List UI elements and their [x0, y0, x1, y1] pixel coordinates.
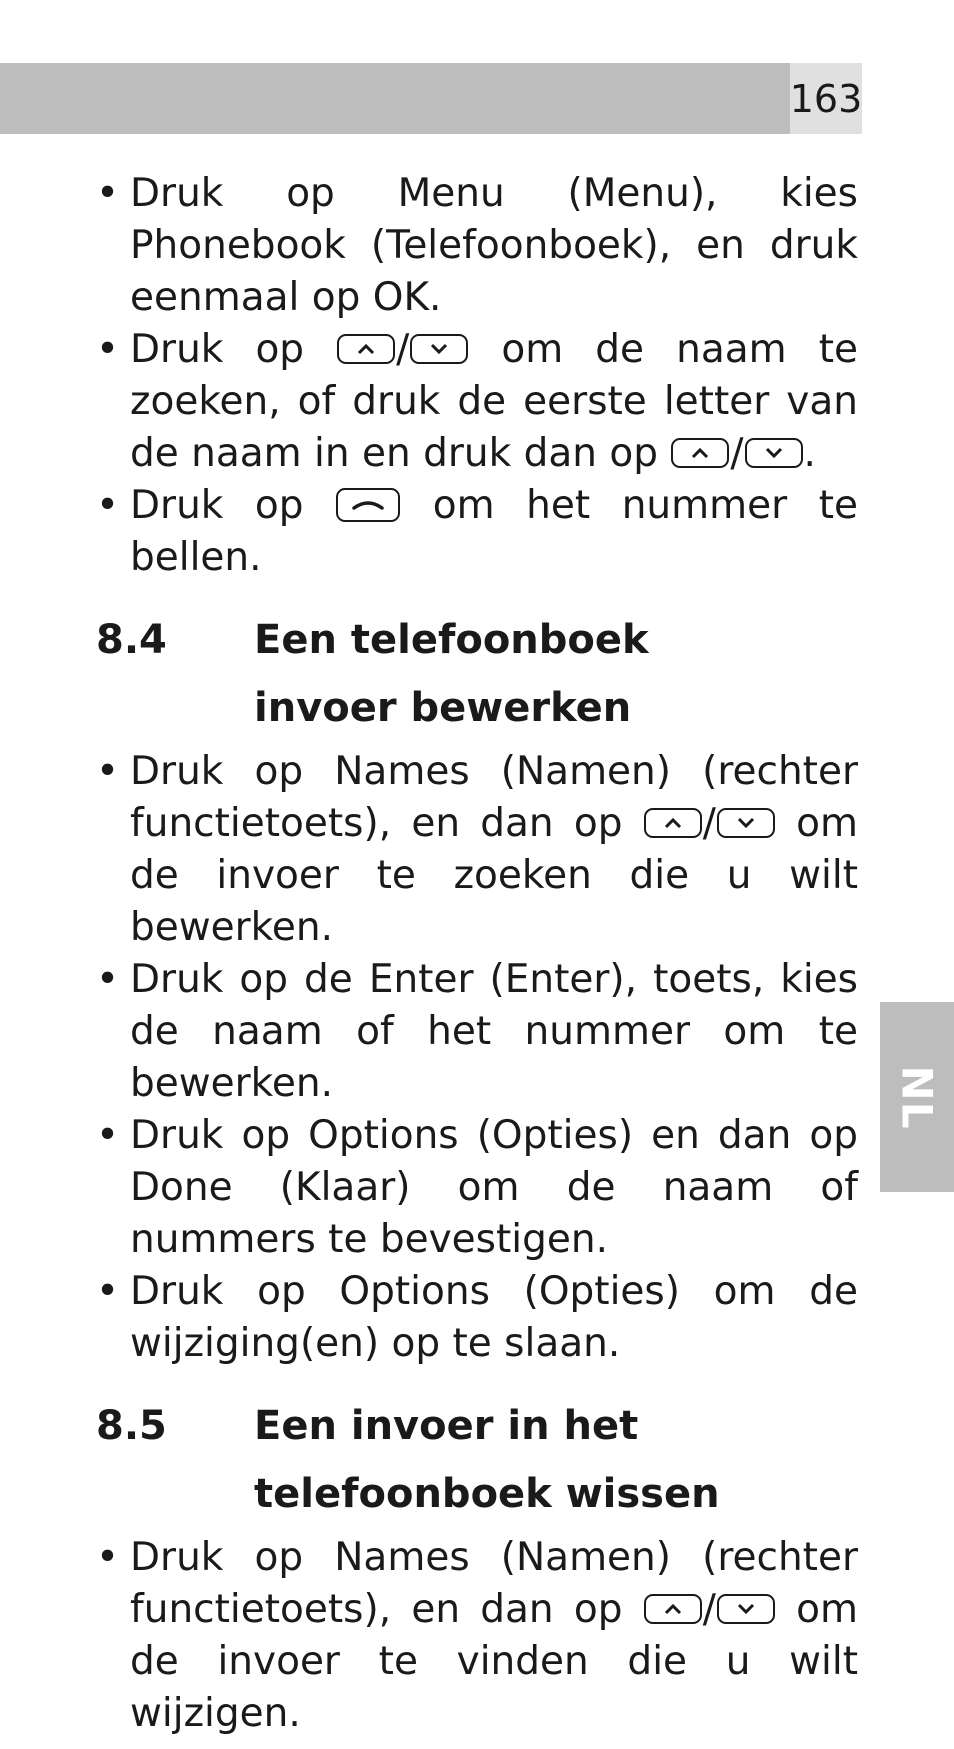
list-item: • Druk op Menu (Menu), kies Phonebook (Telefoonboek), en druk eenmaal op OK.: [96, 168, 858, 324]
page-number-text: 163: [789, 76, 863, 121]
section-title-line: Een invoer in het: [254, 1403, 639, 1449]
slash-separator: /: [730, 431, 744, 476]
section-number: 8.4: [96, 617, 167, 663]
section-heading-8-5: [96, 1392, 858, 1528]
slash-separator: /: [702, 1587, 716, 1632]
language-tab: [880, 1002, 954, 1192]
list-item: • Druk op Options (Opties) om de wijziging(en) op te slaan.: [96, 1266, 858, 1370]
up-key-icon: [337, 334, 395, 364]
up-key-icon: [644, 808, 702, 838]
slash-separator: /: [702, 801, 716, 846]
down-key-icon: [410, 334, 468, 364]
list-item: • Druk op om het nummer te bellen.: [96, 480, 858, 584]
list-item: • Druk op Names (Namen) (rechter functietoets), en dan op / om de invoer te zoeken die u wilt bewerken.: [96, 746, 858, 954]
page-number: [790, 63, 862, 134]
list-item: • Druk op de Enter (Enter), toets, kies de naam of het nummer om te bewerken.: [96, 954, 858, 1110]
header-bar: [0, 63, 790, 134]
section-number: 8.5: [96, 1403, 167, 1449]
language-tab-label: NL: [892, 1065, 942, 1129]
list-item: • Druk op / om de naam te zoeken, of druk de eerste letter van de naam in en druk dan op / .: [96, 324, 858, 480]
list-item: • Druk op Names (Namen) (rechter functietoets), en dan op / om de invoer te vinden die u wilt wijzigen.: [96, 1532, 858, 1740]
section-heading-8-4: [96, 606, 858, 742]
call-key-icon: [336, 488, 400, 522]
list-item: • Druk op Options (Opties) en dan op Done (Klaar) om de naam of nummers te bevestigen.: [96, 1110, 858, 1266]
down-key-icon: [745, 438, 803, 468]
page-content: [96, 168, 858, 1740]
section-title-line: invoer bewerken: [254, 685, 632, 731]
up-key-icon: [671, 438, 729, 468]
down-key-icon: [717, 808, 775, 838]
section-title-line: telefoonboek wissen: [254, 1471, 720, 1517]
slash-separator: /: [396, 327, 410, 372]
down-key-icon: [717, 1594, 775, 1624]
section-title-line: Een telefoonboek: [254, 617, 649, 663]
up-key-icon: [644, 1594, 702, 1624]
